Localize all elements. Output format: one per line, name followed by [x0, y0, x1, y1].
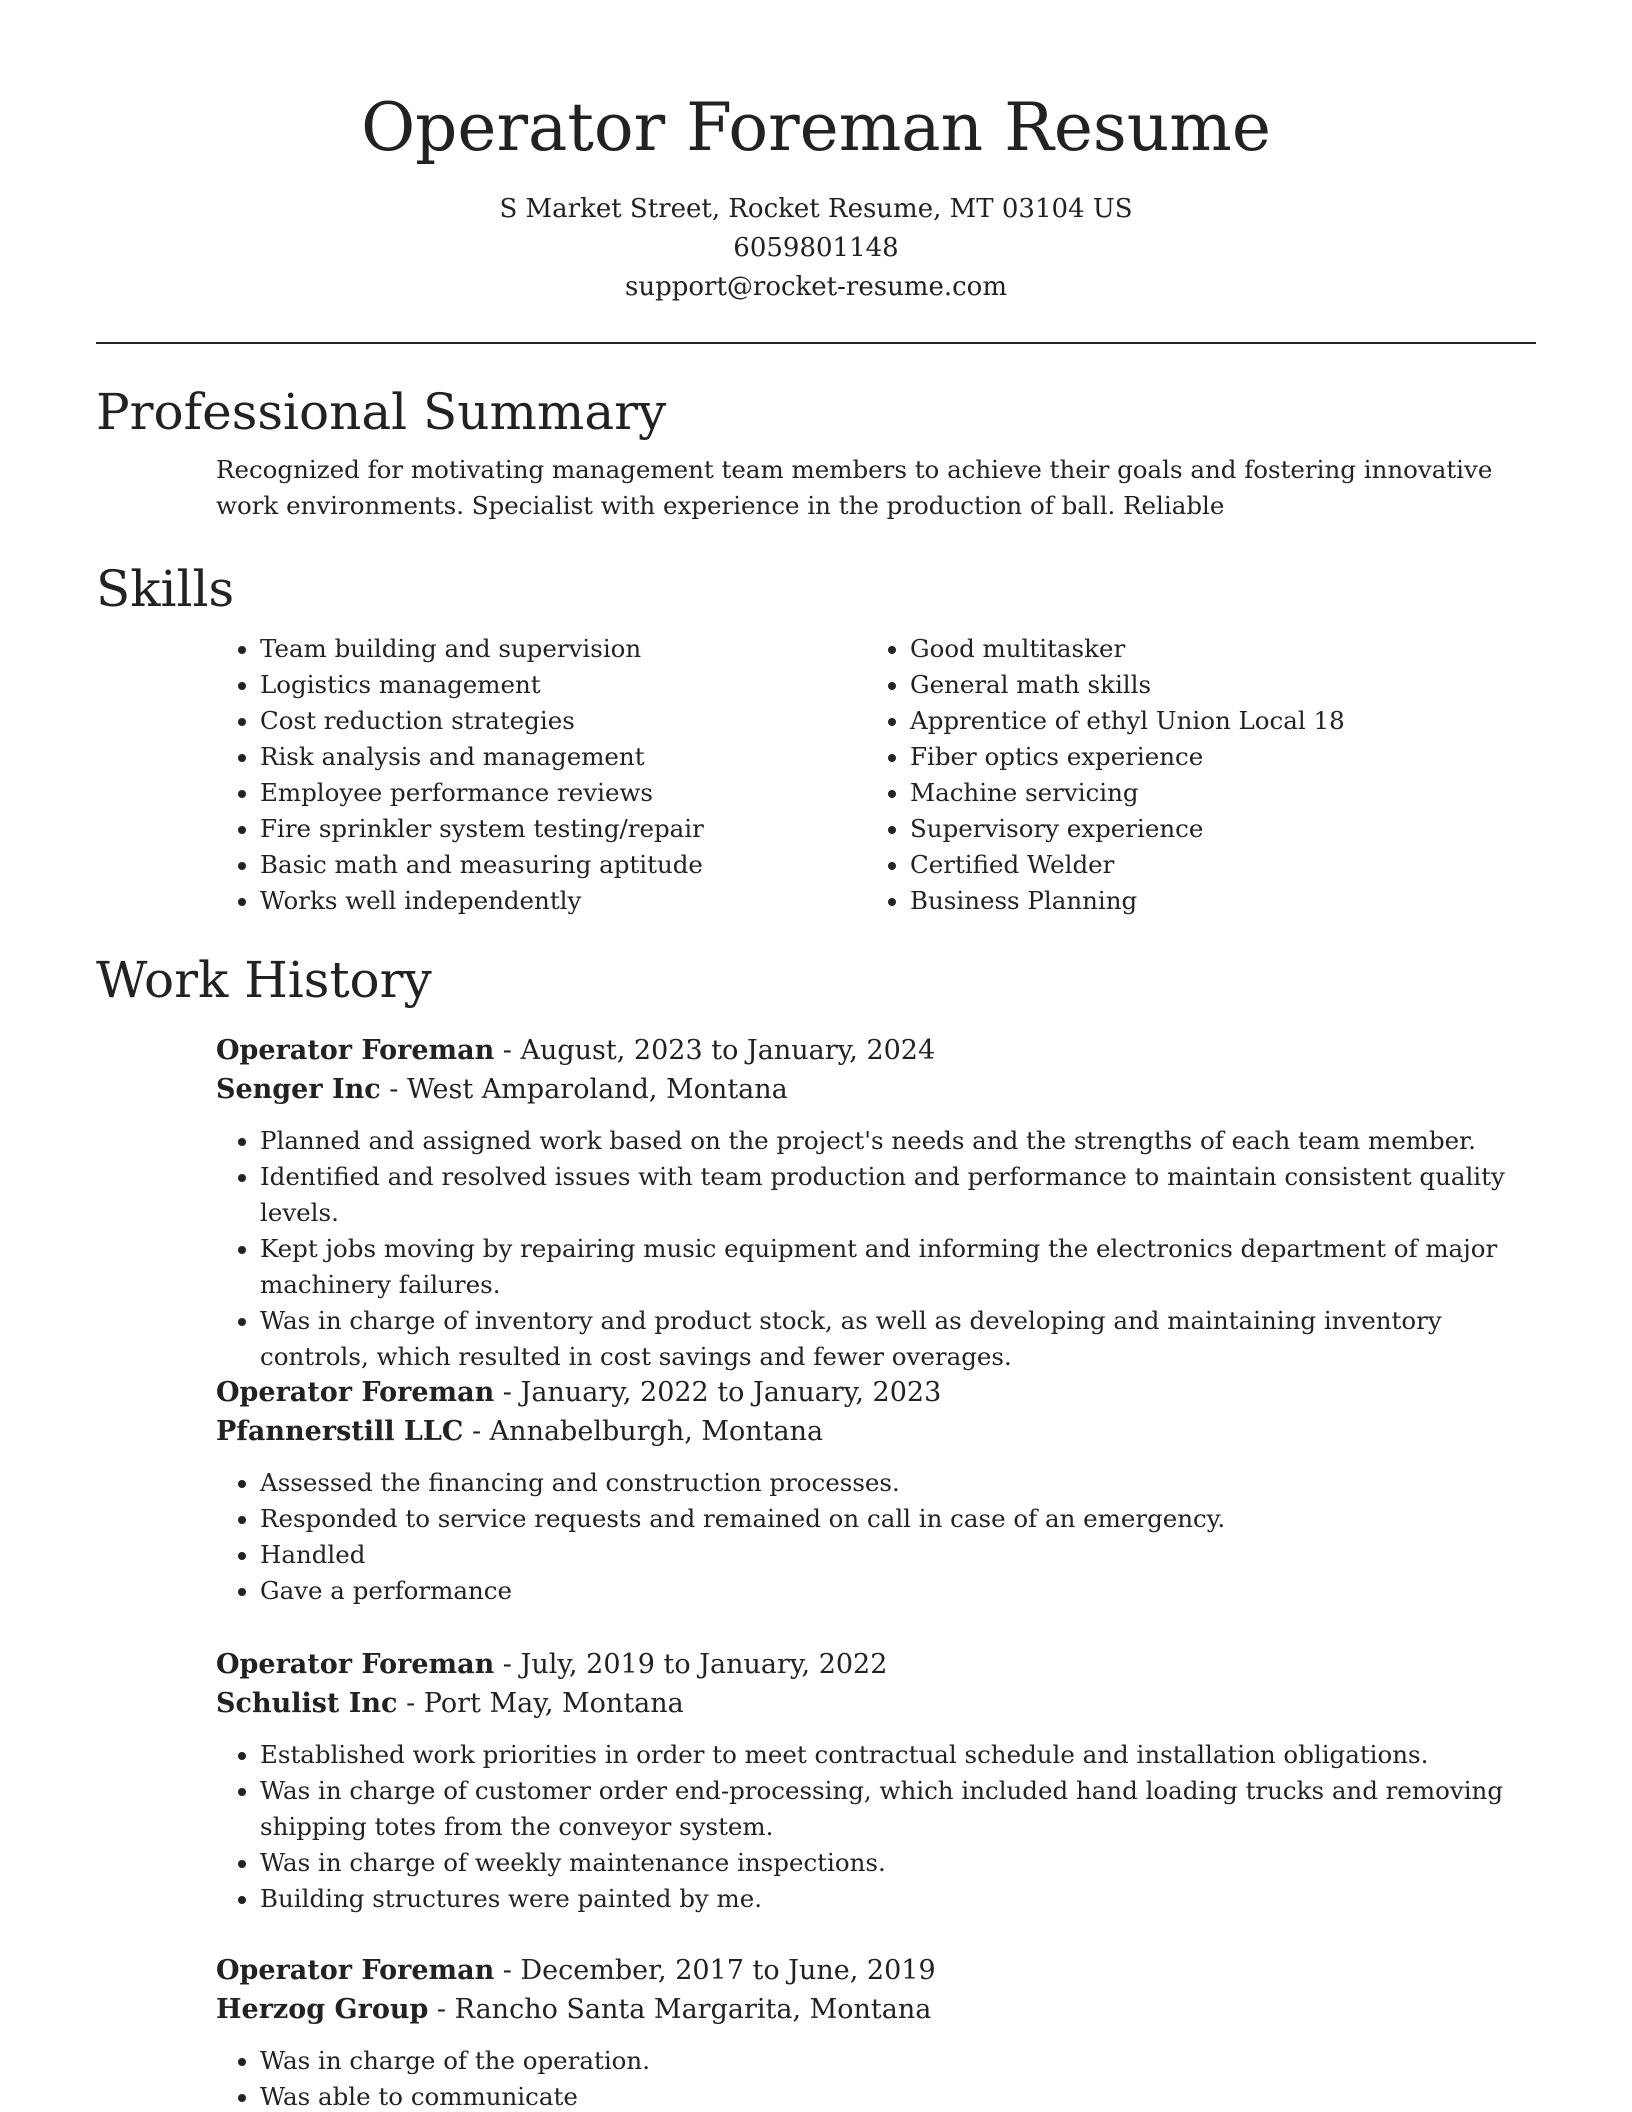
job-title: Operator Foreman: [216, 1649, 495, 1680]
job-bullet: • Planned and assigned work based on the project's needs and the strengths of each team member.: [260, 1123, 1536, 1159]
job-entry-body: [216, 1031, 1536, 1375]
job-company: Senger Inc: [216, 1074, 381, 1105]
job-bullet: • Responded to service requests and remained on call in case of an emergency.: [260, 1501, 1536, 1537]
skills-heading: Skills: [96, 560, 235, 618]
job-entry-body: [216, 1951, 1536, 2112]
contact-info: [0, 190, 1632, 307]
job-company-line: [216, 1070, 1536, 1109]
job-bullets: [216, 1123, 1536, 1375]
skill-item: • Team building and supervision: [260, 631, 866, 667]
job-company-line: [216, 1990, 1536, 2029]
job-bullet: • Was able to communicate: [260, 2079, 1536, 2112]
job-dates: - December, 2017 to June, 2019: [494, 1955, 936, 1986]
skill-item: • General math skills: [910, 667, 1516, 703]
skill-item: • Cost reduction strategies: [260, 703, 866, 739]
skill-item: • Basic math and measuring aptitude: [260, 847, 866, 883]
skill-item: • Risk analysis and management: [260, 739, 866, 775]
skill-item: • Certified Welder: [910, 847, 1516, 883]
job-bullet: • Handled: [260, 1537, 1536, 1573]
job-location: - Rancho Santa Margarita, Montana: [428, 1994, 932, 2025]
job-entry: [96, 1951, 1536, 2112]
skill-item: • Machine servicing: [910, 775, 1516, 811]
skills-column-right: [866, 631, 1516, 919]
job-bullet: • Established work priorities in order to meet contractual schedule and installation obligations.: [260, 1737, 1536, 1773]
job-location: - Annabelburgh, Montana: [463, 1416, 824, 1447]
job-bullet: • Was in charge of weekly maintenance inspections.: [260, 1845, 1536, 1881]
job-title: Operator Foreman: [216, 1377, 495, 1408]
job-entry: [96, 1373, 1536, 1609]
skill-item: • Apprentice of ethyl Union Local 18: [910, 703, 1516, 739]
job-title: Operator Foreman: [216, 1955, 495, 1986]
job-company-line: [216, 1412, 1536, 1451]
summary-heading: Professional Summary: [96, 383, 667, 441]
skill-item: • Logistics management: [260, 667, 866, 703]
job-bullet: • Building structures were painted by me.: [260, 1881, 1536, 1917]
job-bullet: • Gave a performance: [260, 1573, 1536, 1609]
contact-email: support@rocket-resume.com: [624, 272, 1007, 302]
job-bullet: • Was in charge of customer order end-processing, which included hand loading trucks and removing shipping totes from the conveyor system.: [260, 1773, 1536, 1845]
job-location: - West Amparoland, Montana: [380, 1074, 788, 1105]
skill-item: • Fiber optics experience: [910, 739, 1516, 775]
job-dates: - August, 2023 to January, 2024: [494, 1035, 936, 1066]
resume-header: [0, 0, 1632, 307]
job-bullets: [216, 1737, 1536, 1917]
job-title-line: [216, 1951, 1536, 1990]
job-entry: [96, 1645, 1536, 1917]
job-bullets: [216, 1465, 1536, 1609]
job-bullet: • Was in charge of the operation.: [260, 2043, 1536, 2079]
header-divider: [96, 342, 1536, 344]
skill-item: • Business Planning: [910, 883, 1516, 919]
skill-item: • Employee performance reviews: [260, 775, 866, 811]
skills-section: [96, 557, 1536, 919]
contact-address: S Market Street, Rocket Resume, MT 03104 US: [499, 194, 1133, 224]
job-entry: [96, 1031, 1536, 1375]
job-company: Herzog Group: [216, 1994, 429, 2025]
skill-item: • Works well independently: [260, 883, 866, 919]
job-entry-body: [216, 1645, 1536, 1917]
job-dates: - January, 2022 to January, 2023: [494, 1377, 942, 1408]
work-history-section: [96, 948, 1536, 1012]
job-title-line: [216, 1373, 1536, 1412]
skill-item: • Good multitasker: [910, 631, 1516, 667]
job-bullets: [216, 2043, 1536, 2112]
contact-phone: 6059801148: [733, 233, 899, 263]
job-title-line: [216, 1645, 1536, 1684]
job-title: Operator Foreman: [216, 1035, 495, 1066]
skill-item: • Supervisory experience: [910, 811, 1516, 847]
job-bullet: • Assessed the financing and construction processes.: [260, 1465, 1536, 1501]
job-company: Schulist Inc: [216, 1688, 398, 1719]
work-history-heading: Work History: [96, 951, 432, 1009]
job-company: Pfannerstill LLC: [216, 1416, 464, 1447]
job-location: - Port May, Montana: [397, 1688, 684, 1719]
job-dates: - July, 2019 to January, 2022: [494, 1649, 888, 1680]
summary-section: [96, 380, 1536, 524]
job-bullet: • Was in charge of inventory and product stock, as well as developing and maintaining inventory controls, which resulted in cost savings and fewer overages.: [260, 1303, 1536, 1375]
job-title-line: [216, 1031, 1536, 1070]
job-entry-body: [216, 1373, 1536, 1609]
skills-list: [216, 631, 1536, 919]
skills-column-left: [216, 631, 866, 919]
job-company-line: [216, 1684, 1536, 1723]
job-bullet: • Identified and resolved issues with team production and performance to maintain consistent quality levels.: [260, 1159, 1536, 1231]
summary-text: Recognized for motivating management team members to achieve their goals and fostering innovative work environments. Specialist with experience in the production of ball. Reliable: [216, 455, 1493, 520]
job-bullet: • Kept jobs moving by repairing music equipment and informing the electronics department of major machinery failures.: [260, 1231, 1536, 1303]
resume-title: Operator Foreman Resume: [361, 89, 1271, 166]
skill-item: • Fire sprinkler system testing/repair: [260, 811, 866, 847]
